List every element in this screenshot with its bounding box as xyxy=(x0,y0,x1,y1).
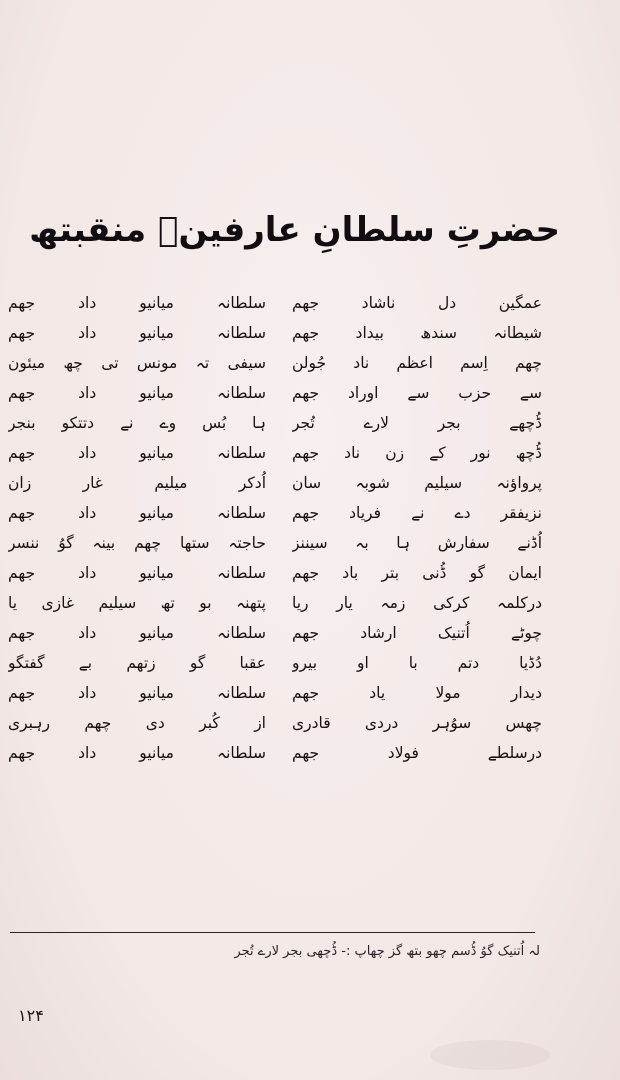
paper-stain xyxy=(430,1040,550,1070)
verse-line: درکلمہ کرکی زمہ یار ریا xyxy=(292,594,542,612)
verse-line: درسلطے فولاد جھم xyxy=(292,744,542,762)
verse-line: نزیفقر دے نے فریاد جھم xyxy=(292,504,542,522)
refrain-line: از کُبر دی چھم رہبری xyxy=(8,714,266,732)
verse-line: دُڈیا دتم با او بیرو xyxy=(292,654,542,672)
footnote: لہ اُتنیک گوُ ڈُسم چھو بتھ گز چھاپ :- ڈُچھی بجر لارے تُجر xyxy=(234,944,540,959)
verse-line: ڈُچھے بجر لارے تُجر xyxy=(292,414,542,432)
verse-line: چھم اِسم اعظم ناد جُولن xyxy=(292,354,542,372)
verse-line: چوٹے اُتنیک ارشاد جھم xyxy=(292,624,542,642)
refrain-line: سیفی تہ مونس تی چھ میئون xyxy=(8,354,266,372)
refrain-line: سلطانہ میانیو داد جھم xyxy=(8,564,266,582)
footnote-divider xyxy=(10,932,535,933)
verse-column-right xyxy=(292,288,542,768)
refrain-line: پتھنہ بو تھ سیلیم غازی یا xyxy=(8,594,266,612)
verse-line: دیدار مولا یاد جھم xyxy=(292,684,542,702)
verse-line: سے حزب سے اوراد جھم xyxy=(292,384,542,402)
refrain-line: سلطانہ میانیو داد جھم xyxy=(8,684,266,702)
verse-line: شیطانہ سندھ بیداد جھم xyxy=(292,324,542,342)
refrain-line: سلطانہ میانیو داد جھم xyxy=(8,744,266,762)
refrain-line: سلطانہ میانیو داد جھم xyxy=(8,444,266,462)
refrain-line: عقبا گو زتھم بے گفتگو xyxy=(8,654,266,672)
verse-line: عمگین دل ناشاد جھم xyxy=(292,294,542,312)
refrain-line: ہا بُس وے نے دتتکو بنجر xyxy=(8,414,266,432)
verse-line: پرواؤنہ سیلیم شوبہ سان xyxy=(292,474,542,492)
refrain-line: سلطانہ میانیو داد جھم xyxy=(8,324,266,342)
refrain-line: اُدکر میلیم غار زان xyxy=(8,474,266,492)
verse-line: ڈُچھ نور کے زن ناد جھم xyxy=(292,444,542,462)
verse-line: چھس سوُہر دردی قادری xyxy=(292,714,542,732)
refrain-line: حاجتہ ستھا چھم بینہ گوُ ننسر xyxy=(8,534,266,552)
refrain-line: سلطانہ میانیو داد جھم xyxy=(8,504,266,522)
page-number: ۱۲۴ xyxy=(18,1006,44,1025)
poem-title: حضرتِ سلطانِ عارفینؒ منقبتھ xyxy=(29,210,560,250)
verse-line: اُڈنے سفارش ہا بہ سیننز xyxy=(292,534,542,552)
verse-column-left xyxy=(8,288,266,768)
refrain-line: سلطانہ میانیو داد جھم xyxy=(8,384,266,402)
refrain-line: سلطانہ میانیو داد جھم xyxy=(8,624,266,642)
refrain-line: سلطانہ میانیو داد جھم xyxy=(8,294,266,312)
verse-line: ایمان گو ڈُنی بتر باد جھم xyxy=(292,564,542,582)
